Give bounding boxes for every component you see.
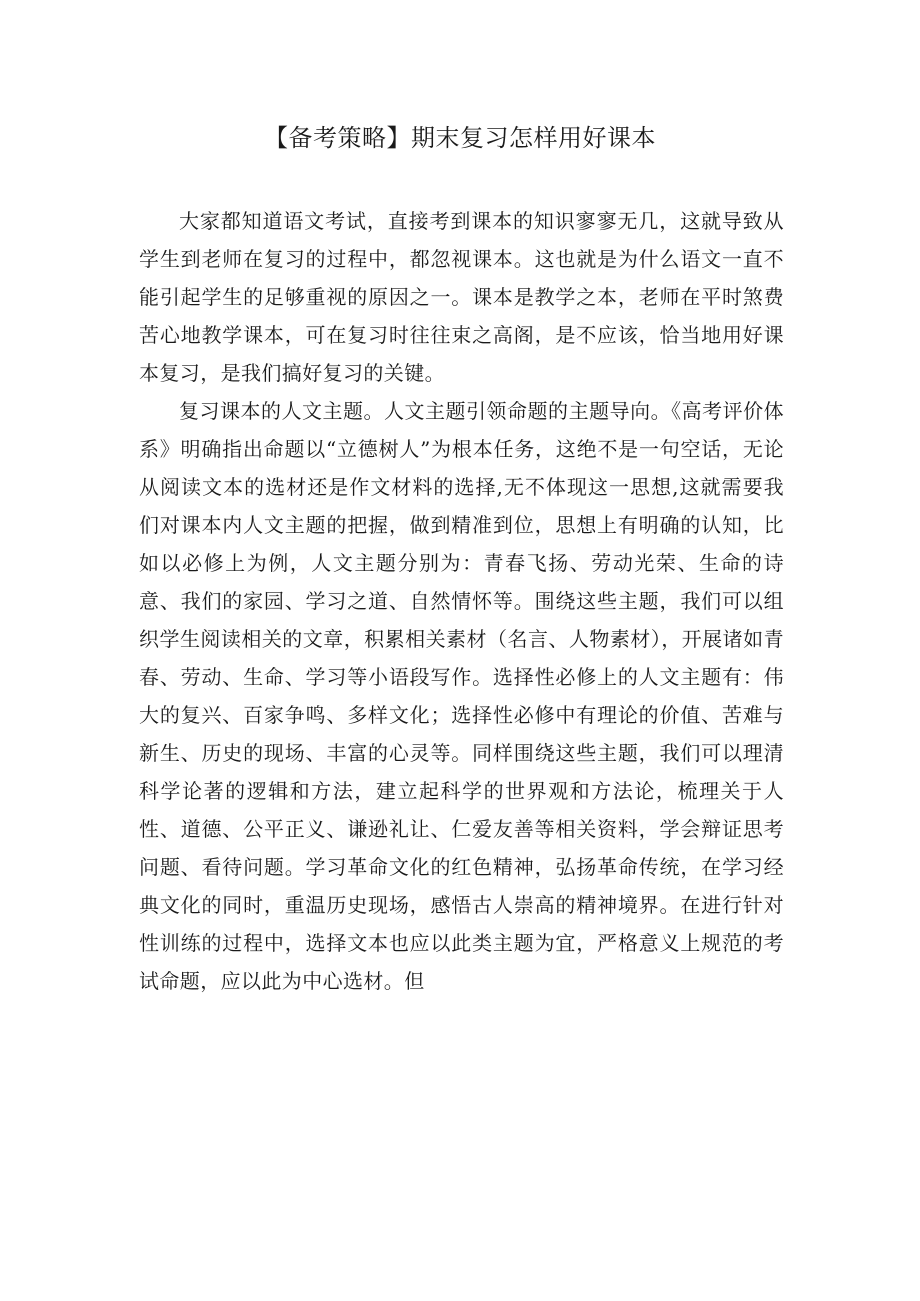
document-body xyxy=(139,202,784,1000)
paragraph-intro: 大家都知道语文考试，直接考到课本的知识寥寥无几，这就导致从学生到老师在复习的过程中，都忽视课本。这也就是为什么语文一直不能引起学生的足够重视的原因之一。课本是教学之本，老师在平时煞费苦心地教学课本，可在复习时往往束之高阁，是不应该，恰当地用好课本复习，是我们搞好复习的关键。 xyxy=(139,209,784,385)
page-title: 【备考策略】期末复习怎样用好课本 xyxy=(264,124,656,152)
paragraph-humanistic-themes: 复习课本的人文主题。人文主题引领命题的主题导向。《高考评价体系》明确指出命题以“立德树人”为根本任务，这绝不是一句空话，无论从阅读文本的选材还是作文材料的选择,无不体现这一思想,这就需要我们对课本内人文主题的把握，做到精准到位，思想上有明确的认知，比如以必修上为例，人文主题分别为：青春飞扬、劳动光荣、生命的诗意、我们的家园、学习之道、自然情怀等。围绕这些主题，我们可以组织学生阅读相关的文章，积累相关素材（名言、人物素材），开展诸如青春、劳动、生命、学习等小语段写作。选择性必修上的人文主题有：伟大的复兴、百家争鸣、多样文化；选择性必修中有理论的价值、苦难与新生、历史的现场、丰富的心灵等。同样围绕这些主题，我们可以理清科学论著的逻辑和方法，建立起科学的世界观和方法论，梳理关于人性、道德、公平正义、谦逊礼让、仁爱友善等相关资料，学会辩证思考问题、看待问题。学习革命文化的红色精神，弘扬革命传统，在学习经典文化的同时，重温历史现场，感悟古人崇高的精神境界。在进行针对性训练的过程中，选择文本也应以此类主题为宜，严格意义上规范的考试命题，应以此为中心选材。但 xyxy=(139,399,784,993)
